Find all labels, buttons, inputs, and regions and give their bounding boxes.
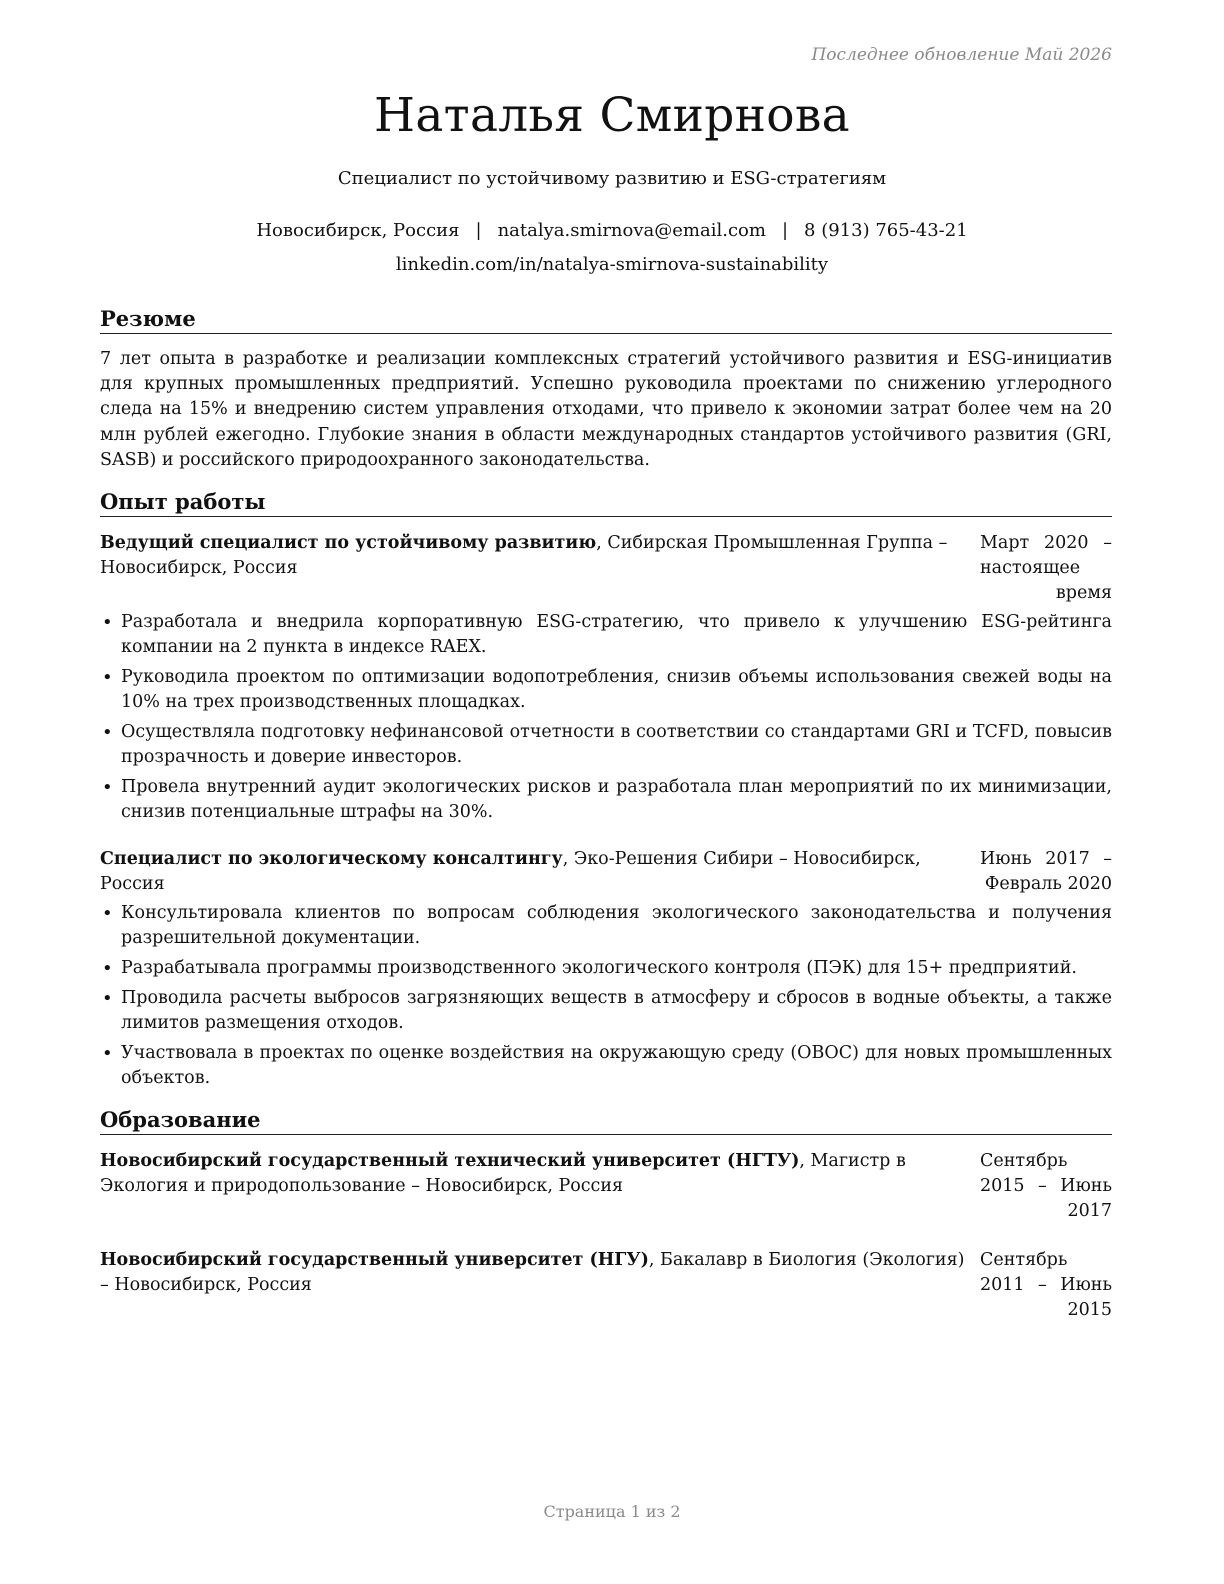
experience-section [100,489,1112,1091]
list-item: • Провела внутренний аудит экологических рисков и разработала план мероприятий по их минимизации, снизив потенциальные штрафы на 30%. [100,775,1112,825]
education-entry [100,1149,1112,1224]
education-heading [100,1248,980,1298]
job-role: Ведущий специалист по устойчивому развитию [100,533,597,554]
job-entry [100,531,1112,825]
job-header [100,531,1112,606]
job-dates: Март 2020 – настоящее время [980,533,1112,604]
school-name: Новосибирский государственный технический университет (НГТУ) [100,1151,800,1172]
education-header [100,1149,1112,1224]
education-section [100,1107,1112,1323]
job-heading [100,847,980,897]
education-heading [100,1149,980,1199]
job-header [100,847,1112,897]
separator: | [475,220,482,241]
degree-detail: , Магистр в Экология и природопользование – Новосибирск, Россия [100,1151,906,1197]
candidate-title: Специалист по устойчивому развитию и ESG-стратегиям [337,168,887,189]
list-item: • Разработала и внедрила корпоративную ESG-стратегию, что привело к улучшению ESG-рейтинга компании на 2 пункта в индексе RAEX. [100,610,1112,660]
education-dates: Сентябрь 2011 – Июнь 2015 [980,1250,1112,1321]
section-title-education: Образование [100,1107,1112,1135]
school-name: Новосибирский государственный университет (НГУ) [100,1250,649,1271]
separator: | [781,220,789,241]
linkedin-link[interactable]: linkedin.com/in/natalya-smirnova-sustainability [395,254,829,275]
education-header [100,1248,1112,1323]
job-bullets [100,901,1112,1091]
list-item: • Осуществляла подготовку нефинансовой отчетности в соответствии со стандартами GRI и TCFD, повысив прозрачность и доверие инвесторов. [100,720,1112,770]
last-updated: Последнее обновление Май 2026 [811,45,1112,65]
candidate-name: Наталья Смирнова [374,88,850,143]
section-title-experience: Опыт работы [100,489,1112,517]
degree-detail: , Бакалавр в Биология (Экология) – Новосибирск, Россия [100,1250,965,1296]
list-item: • Участвовала в проектах по оценке воздействия на окружающую среду (ОВОС) для новых промышленных объектов. [100,1041,1112,1091]
job-heading [100,531,980,581]
email-link[interactable]: natalya.smirnova@email.com [497,220,766,241]
education-dates: Сентябрь 2015 – Июнь 2017 [980,1151,1112,1222]
location: Новосибирск, Россия [256,220,460,241]
job-org: , Сибирская Промышленная Группа – Новосибирск, Россия [100,533,948,579]
phone: 8 (913) 765-43-21 [804,220,968,241]
section-title-summary: Резюме [100,306,1112,334]
contact-line [0,220,1224,241]
summary-section [100,306,1112,473]
resume-content [100,306,1112,1323]
job-bullets [100,610,1112,825]
job-org: , Эко-Решения Сибири – Новосибирск, Россия [100,849,921,895]
list-item: • Консультировала клиентов по вопросам соблюдения экологического законодательства и получения разрешительной документации. [100,901,1112,951]
list-item: • Разрабатывала программы производственного экологического контроля (ПЭК) для 15+ предприятий. [100,956,1112,981]
job-role: Специалист по экологическому консалтингу [100,849,563,870]
list-item: • Руководила проектом по оптимизации водопотребления, снизив объемы использования свежей воды на 10% на трех производственных площадках. [100,665,1112,715]
job-dates: Июнь 2017 – Февраль 2020 [980,849,1112,895]
list-item: • Проводила расчеты выбросов загрязняющих веществ в атмосферу и сбросов в водные объекты, а также лимитов размещения отходов. [100,986,1112,1036]
summary-text: 7 лет опыта в разработке и реализации комплексных стратегий устойчивого развития и ESG-инициатив для крупных промышленных предприятий. Успешно руководила проектами по снижению углеродного следа на 15% и внедрению систем управления отходами, что привело к экономии затрат более чем на 20 млн рублей ежегодно. Глубокие знания в области международных стандартов устойчивого развития (GRI, SASB) и российского природоохранного законодательства. [100,349,1112,470]
page-number: Страница 1 из 2 [543,1502,681,1521]
job-entry [100,847,1112,1091]
education-entry [100,1248,1112,1323]
